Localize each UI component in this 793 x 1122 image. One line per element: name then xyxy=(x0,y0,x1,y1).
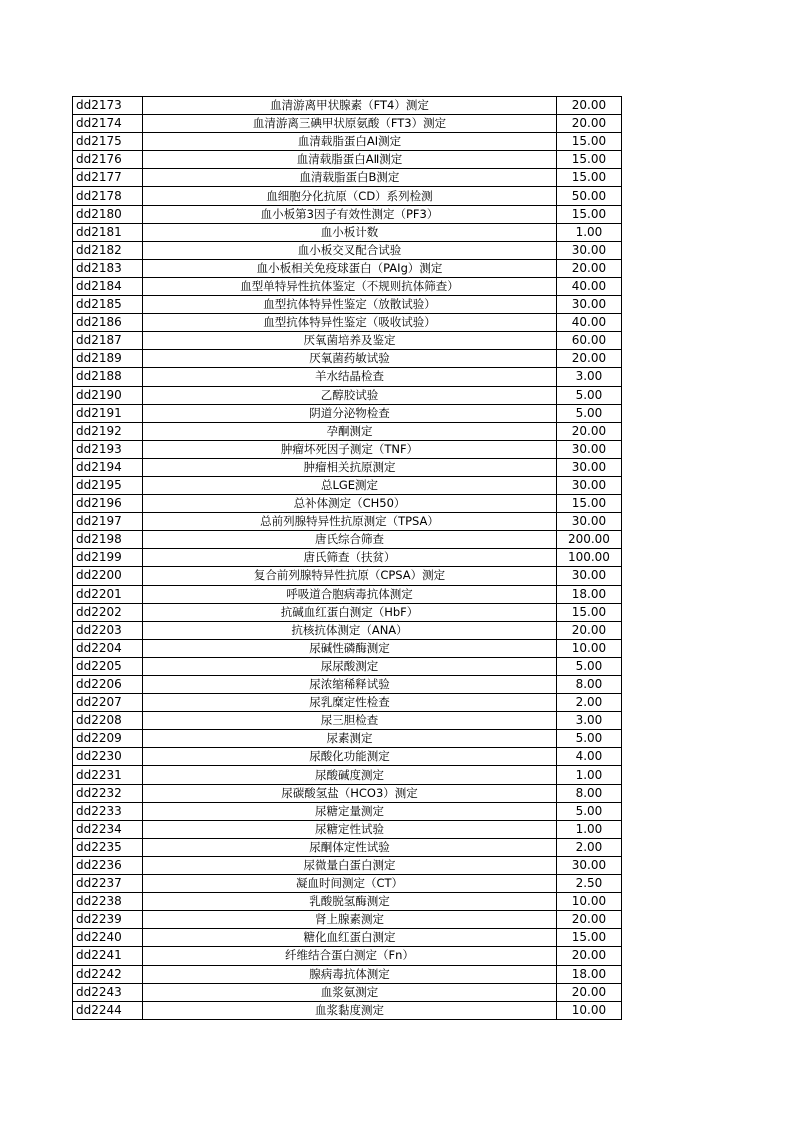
item-price-cell: 15.00 xyxy=(556,133,621,151)
item-price-cell: 10.00 xyxy=(556,639,621,657)
item-price-cell: 5.00 xyxy=(556,386,621,404)
item-name-cell: 血小板交叉配合试验 xyxy=(143,241,557,259)
item-name-cell: 尿糖定量测定 xyxy=(143,802,557,820)
item-code-cell: dd2240 xyxy=(73,929,143,947)
item-price-cell: 2.50 xyxy=(556,875,621,893)
item-code-cell: dd2239 xyxy=(73,911,143,929)
item-price-cell: 18.00 xyxy=(556,965,621,983)
item-code-cell: dd2193 xyxy=(73,440,143,458)
item-price-cell: 20.00 xyxy=(556,259,621,277)
item-name-cell: 阴道分泌物检查 xyxy=(143,404,557,422)
item-code-cell: dd2197 xyxy=(73,513,143,531)
table-row xyxy=(73,277,622,295)
table-row xyxy=(73,730,622,748)
item-name-cell: 尿酮体定性试验 xyxy=(143,838,557,856)
item-code-cell: dd2235 xyxy=(73,838,143,856)
table-row xyxy=(73,440,622,458)
table-row xyxy=(73,766,622,784)
item-name-cell: 呼吸道合胞病毒抗体测定 xyxy=(143,585,557,603)
item-code-cell: dd2188 xyxy=(73,368,143,386)
item-price-cell: 30.00 xyxy=(556,513,621,531)
item-name-cell: 肿瘤坏死因子测定（TNF） xyxy=(143,440,557,458)
item-name-cell: 血浆黏度测定 xyxy=(143,1001,557,1019)
table-row xyxy=(73,567,622,585)
table-row xyxy=(73,495,622,513)
table-row xyxy=(73,712,622,730)
item-price-cell: 15.00 xyxy=(556,205,621,223)
table-row xyxy=(73,296,622,314)
item-price-cell: 10.00 xyxy=(556,893,621,911)
item-name-cell: 凝血时间测定（CT） xyxy=(143,875,557,893)
table-row xyxy=(73,585,622,603)
table-row xyxy=(73,603,622,621)
item-name-cell: 乙醇胶试验 xyxy=(143,386,557,404)
item-price-cell: 5.00 xyxy=(556,730,621,748)
table-row xyxy=(73,802,622,820)
item-code-cell: dd2204 xyxy=(73,639,143,657)
item-code-cell: dd2185 xyxy=(73,296,143,314)
item-name-cell: 唐氏筛查（扶贫） xyxy=(143,549,557,567)
item-price-cell: 15.00 xyxy=(556,151,621,169)
item-code-cell: dd2201 xyxy=(73,585,143,603)
item-code-cell: dd2187 xyxy=(73,332,143,350)
item-code-cell: dd2203 xyxy=(73,621,143,639)
item-price-cell: 30.00 xyxy=(556,296,621,314)
table-row xyxy=(73,947,622,965)
item-code-cell: dd2173 xyxy=(73,97,143,115)
item-code-cell: dd2231 xyxy=(73,766,143,784)
table-row xyxy=(73,983,622,1001)
table-row xyxy=(73,314,622,332)
table-row xyxy=(73,205,622,223)
item-name-cell: 尿碳酸氢盐（HCO3）测定 xyxy=(143,784,557,802)
table-row xyxy=(73,911,622,929)
item-code-cell: dd2230 xyxy=(73,748,143,766)
table-row xyxy=(73,748,622,766)
item-price-cell: 15.00 xyxy=(556,169,621,187)
item-name-cell: 血清载脂蛋白AⅠ测定 xyxy=(143,133,557,151)
item-code-cell: dd2184 xyxy=(73,277,143,295)
item-code-cell: dd2195 xyxy=(73,476,143,494)
table-row xyxy=(73,875,622,893)
table-row xyxy=(73,531,622,549)
item-price-cell: 30.00 xyxy=(556,440,621,458)
item-name-cell: 血浆氨测定 xyxy=(143,983,557,1001)
table-row xyxy=(73,187,622,205)
item-code-cell: dd2175 xyxy=(73,133,143,151)
item-price-cell: 20.00 xyxy=(556,97,621,115)
item-code-cell: dd2244 xyxy=(73,1001,143,1019)
item-price-cell: 20.00 xyxy=(556,115,621,133)
item-name-cell: 血清游离三碘甲状原氨酸（FT3）测定 xyxy=(143,115,557,133)
table-row xyxy=(73,621,622,639)
item-name-cell: 尿尿酸测定 xyxy=(143,657,557,675)
item-code-cell: dd2190 xyxy=(73,386,143,404)
item-name-cell: 尿三胆检查 xyxy=(143,712,557,730)
item-price-cell: 60.00 xyxy=(556,332,621,350)
item-name-cell: 尿素测定 xyxy=(143,730,557,748)
item-price-cell: 20.00 xyxy=(556,983,621,1001)
table-row xyxy=(73,784,622,802)
item-code-cell: dd2196 xyxy=(73,495,143,513)
item-name-cell: 抗碱血红蛋白测定（HbF） xyxy=(143,603,557,621)
table-row xyxy=(73,404,622,422)
item-name-cell: 血型抗体特异性鉴定（放散试验） xyxy=(143,296,557,314)
item-code-cell: dd2180 xyxy=(73,205,143,223)
item-price-cell: 4.00 xyxy=(556,748,621,766)
item-code-cell: dd2238 xyxy=(73,893,143,911)
item-price-cell: 30.00 xyxy=(556,476,621,494)
item-price-cell: 20.00 xyxy=(556,911,621,929)
item-name-cell: 孕酮测定 xyxy=(143,422,557,440)
item-price-cell: 1.00 xyxy=(556,766,621,784)
item-price-cell: 40.00 xyxy=(556,314,621,332)
item-name-cell: 总补体测定（CH50） xyxy=(143,495,557,513)
item-name-cell: 尿酸化功能测定 xyxy=(143,748,557,766)
table-row xyxy=(73,97,622,115)
item-code-cell: dd2178 xyxy=(73,187,143,205)
item-name-cell: 血清载脂蛋白AⅡ测定 xyxy=(143,151,557,169)
table-row xyxy=(73,386,622,404)
item-name-cell: 血清载脂蛋白B测定 xyxy=(143,169,557,187)
table-row xyxy=(73,169,622,187)
table-row xyxy=(73,639,622,657)
item-code-cell: dd2208 xyxy=(73,712,143,730)
item-price-cell: 2.00 xyxy=(556,694,621,712)
item-name-cell: 厌氧菌药敏试验 xyxy=(143,350,557,368)
table-row xyxy=(73,422,622,440)
table-body xyxy=(73,97,622,1020)
item-price-cell: 20.00 xyxy=(556,947,621,965)
table-row xyxy=(73,893,622,911)
table-row xyxy=(73,458,622,476)
item-name-cell: 乳酸脱氢酶测定 xyxy=(143,893,557,911)
item-name-cell: 糖化血红蛋白测定 xyxy=(143,929,557,947)
item-code-cell: dd2176 xyxy=(73,151,143,169)
item-price-cell: 3.00 xyxy=(556,712,621,730)
item-code-cell: dd2174 xyxy=(73,115,143,133)
table-row xyxy=(73,476,622,494)
item-price-cell: 15.00 xyxy=(556,603,621,621)
table-row xyxy=(73,929,622,947)
table-row xyxy=(73,350,622,368)
item-price-cell: 200.00 xyxy=(556,531,621,549)
item-name-cell: 厌氧菌培养及鉴定 xyxy=(143,332,557,350)
item-code-cell: dd2205 xyxy=(73,657,143,675)
item-name-cell: 血小板第3因子有效性测定（PF3） xyxy=(143,205,557,223)
item-price-cell: 30.00 xyxy=(556,241,621,259)
item-price-cell: 20.00 xyxy=(556,350,621,368)
item-price-cell: 15.00 xyxy=(556,929,621,947)
item-price-cell: 15.00 xyxy=(556,495,621,513)
item-price-cell: 20.00 xyxy=(556,422,621,440)
item-name-cell: 尿碱性磷酶测定 xyxy=(143,639,557,657)
item-name-cell: 总LGE测定 xyxy=(143,476,557,494)
item-name-cell: 尿浓缩稀释试验 xyxy=(143,676,557,694)
item-name-cell: 总前列腺特异性抗原测定（TPSA） xyxy=(143,513,557,531)
item-code-cell: dd2199 xyxy=(73,549,143,567)
item-code-cell: dd2183 xyxy=(73,259,143,277)
item-name-cell: 血型抗体特异性鉴定（吸收试验） xyxy=(143,314,557,332)
item-name-cell: 复合前列腺特异性抗原（CPSA）测定 xyxy=(143,567,557,585)
item-price-cell: 30.00 xyxy=(556,567,621,585)
item-code-cell: dd2194 xyxy=(73,458,143,476)
item-code-cell: dd2202 xyxy=(73,603,143,621)
item-code-cell: dd2243 xyxy=(73,983,143,1001)
item-code-cell: dd2209 xyxy=(73,730,143,748)
item-name-cell: 血小板相关免疫球蛋白（PAIg）测定 xyxy=(143,259,557,277)
item-price-cell: 100.00 xyxy=(556,549,621,567)
table-row xyxy=(73,965,622,983)
table-row xyxy=(73,838,622,856)
item-code-cell: dd2237 xyxy=(73,875,143,893)
table-row xyxy=(73,657,622,675)
item-name-cell: 血细胞分化抗原（CD）系列检测 xyxy=(143,187,557,205)
item-code-cell: dd2181 xyxy=(73,223,143,241)
item-name-cell: 尿微量白蛋白测定 xyxy=(143,856,557,874)
price-table xyxy=(72,96,622,1020)
table-row xyxy=(73,368,622,386)
item-price-cell: 2.00 xyxy=(556,838,621,856)
item-code-cell: dd2191 xyxy=(73,404,143,422)
table-row xyxy=(73,332,622,350)
table-row xyxy=(73,223,622,241)
table-row xyxy=(73,1001,622,1019)
item-price-cell: 20.00 xyxy=(556,621,621,639)
item-code-cell: dd2198 xyxy=(73,531,143,549)
table-row xyxy=(73,151,622,169)
item-price-cell: 8.00 xyxy=(556,676,621,694)
item-name-cell: 血清游离甲状腺素（FT4）测定 xyxy=(143,97,557,115)
item-price-cell: 30.00 xyxy=(556,458,621,476)
item-name-cell: 肾上腺素测定 xyxy=(143,911,557,929)
item-code-cell: dd2236 xyxy=(73,856,143,874)
item-code-cell: dd2242 xyxy=(73,965,143,983)
item-price-cell: 40.00 xyxy=(556,277,621,295)
item-name-cell: 尿乳糜定性检查 xyxy=(143,694,557,712)
item-name-cell: 尿酸碱度测定 xyxy=(143,766,557,784)
item-name-cell: 纤维结合蛋白测定（Fn） xyxy=(143,947,557,965)
item-price-cell: 5.00 xyxy=(556,657,621,675)
item-name-cell: 血型单特异性抗体鉴定（不规则抗体筛查） xyxy=(143,277,557,295)
item-name-cell: 血小板计数 xyxy=(143,223,557,241)
item-name-cell: 腺病毒抗体测定 xyxy=(143,965,557,983)
item-price-cell: 5.00 xyxy=(556,404,621,422)
table-row xyxy=(73,513,622,531)
item-name-cell: 肿瘤相关抗原测定 xyxy=(143,458,557,476)
item-code-cell: dd2182 xyxy=(73,241,143,259)
table-row xyxy=(73,694,622,712)
item-code-cell: dd2189 xyxy=(73,350,143,368)
item-code-cell: dd2186 xyxy=(73,314,143,332)
item-price-cell: 18.00 xyxy=(556,585,621,603)
item-price-cell: 1.00 xyxy=(556,223,621,241)
table-row xyxy=(73,241,622,259)
item-price-cell: 3.00 xyxy=(556,368,621,386)
table-row xyxy=(73,259,622,277)
item-code-cell: dd2192 xyxy=(73,422,143,440)
table-row xyxy=(73,820,622,838)
item-code-cell: dd2200 xyxy=(73,567,143,585)
item-price-cell: 10.00 xyxy=(556,1001,621,1019)
table-row xyxy=(73,676,622,694)
item-price-cell: 50.00 xyxy=(556,187,621,205)
table-row xyxy=(73,115,622,133)
item-code-cell: dd2207 xyxy=(73,694,143,712)
item-price-cell: 5.00 xyxy=(556,802,621,820)
item-name-cell: 尿糖定性试验 xyxy=(143,820,557,838)
item-price-cell: 1.00 xyxy=(556,820,621,838)
item-name-cell: 唐氏综合筛查 xyxy=(143,531,557,549)
item-price-cell: 8.00 xyxy=(556,784,621,802)
item-code-cell: dd2177 xyxy=(73,169,143,187)
item-code-cell: dd2234 xyxy=(73,820,143,838)
item-price-cell: 30.00 xyxy=(556,856,621,874)
item-code-cell: dd2206 xyxy=(73,676,143,694)
table-row xyxy=(73,133,622,151)
item-name-cell: 抗核抗体测定（ANA） xyxy=(143,621,557,639)
item-code-cell: dd2232 xyxy=(73,784,143,802)
item-name-cell: 羊水结晶检查 xyxy=(143,368,557,386)
item-code-cell: dd2233 xyxy=(73,802,143,820)
table-row xyxy=(73,856,622,874)
item-code-cell: dd2241 xyxy=(73,947,143,965)
table-row xyxy=(73,549,622,567)
